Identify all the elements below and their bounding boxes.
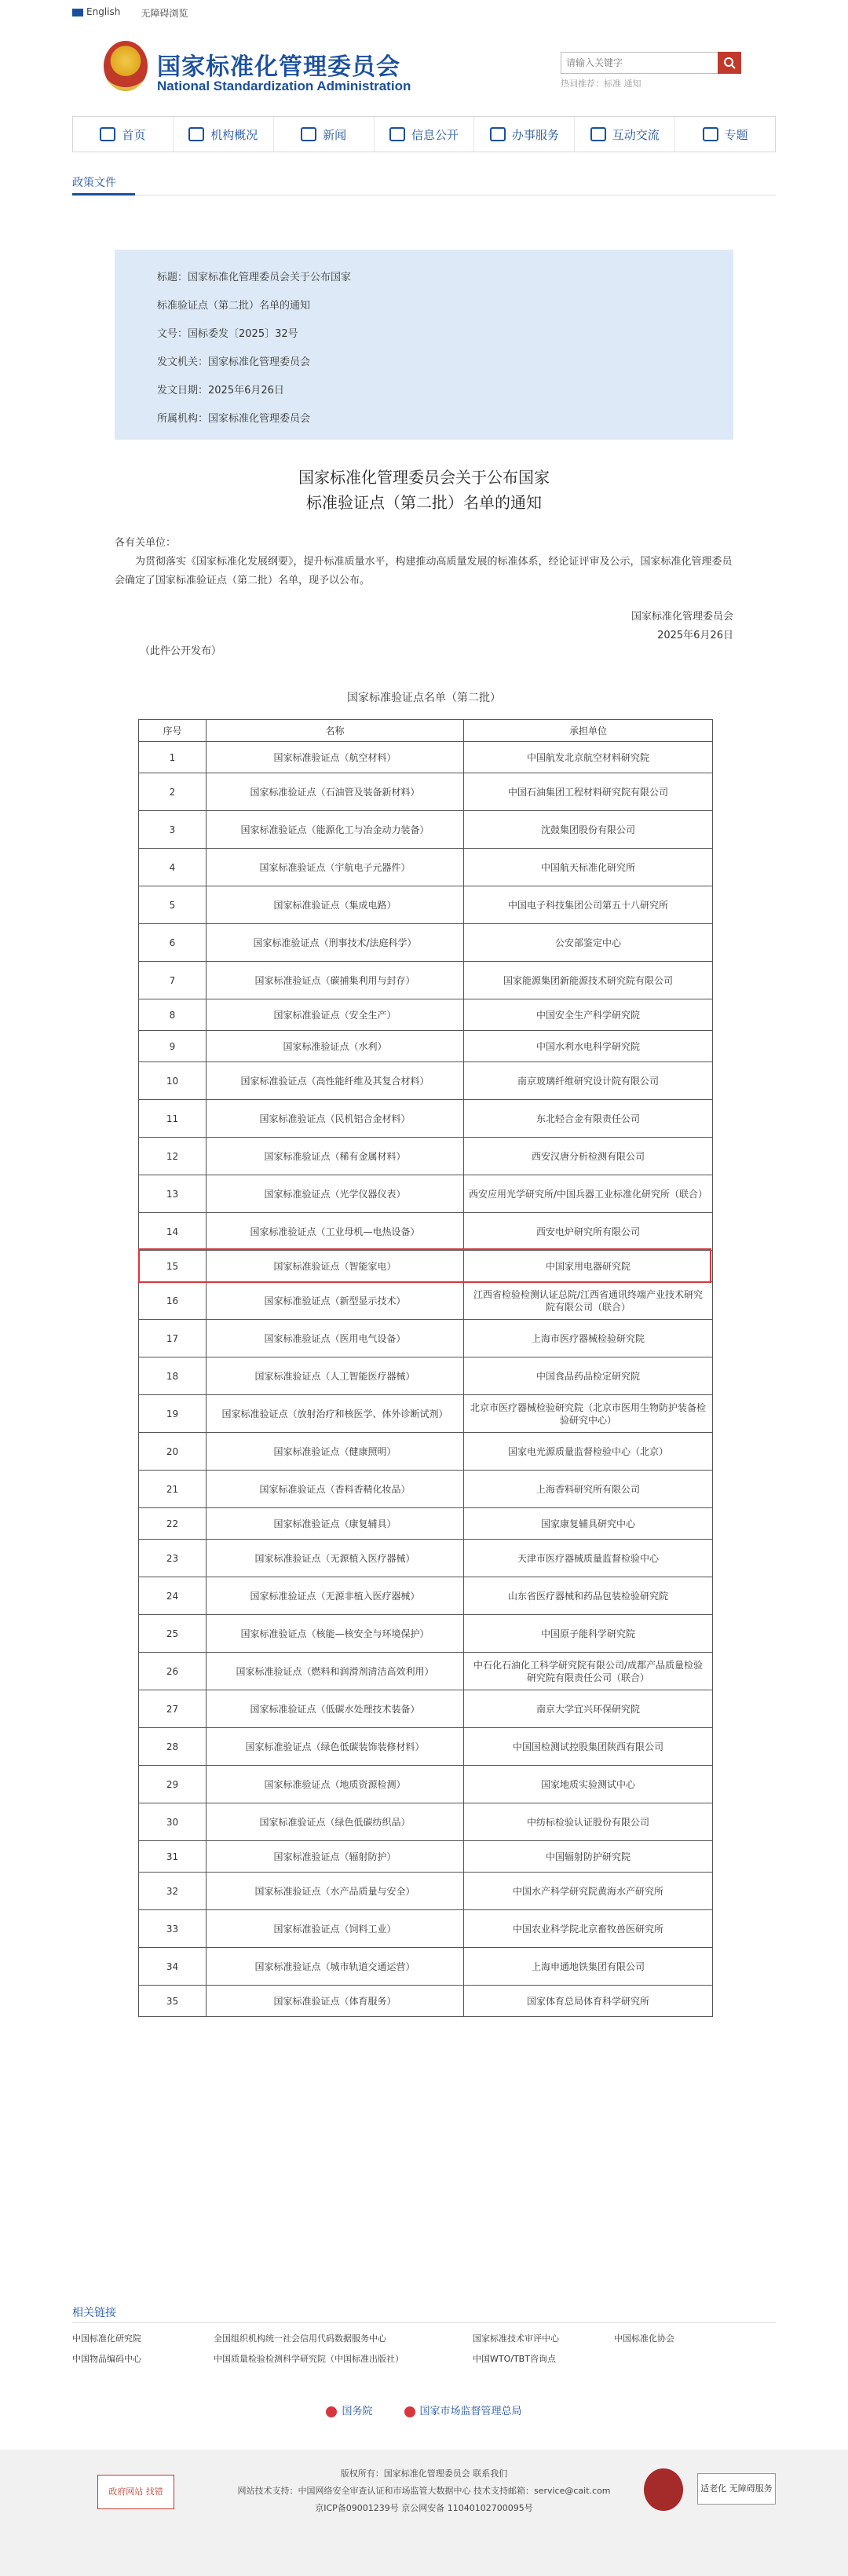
search-icon [723, 57, 736, 69]
table-row [139, 1282, 713, 1320]
table-row [139, 1508, 713, 1540]
emblem-icon [326, 2406, 337, 2417]
cell-org: 中石化石油化工科学研究院有限公司/成都产品质量检验研究院有限责任公司（联合） [464, 1653, 713, 1690]
cell-no: 19 [139, 1395, 207, 1433]
cell-name: 国家标准验证点（绿色低碳装饰装修材料） [207, 1728, 464, 1766]
cell-no: 24 [139, 1577, 207, 1615]
nav-news[interactable]: 新闻 [274, 117, 375, 152]
cell-no: 1 [139, 742, 207, 773]
table-row [139, 773, 713, 811]
greeting: 各有关单位： [115, 537, 177, 549]
table-row [139, 811, 713, 849]
document-meta: 标题： 国家标准化管理委员会关于公布国家 标准验证点（第二批）名单的通知 文号： 国标委发〔2025〕32号 发文机关： 国家标准化管理委员会 发文日期： 2025年6月26日 所属机构： 国家标准化管理委员会 [115, 250, 733, 440]
cell-org: 国家电光源质量监督检验中心（北京） [464, 1433, 713, 1471]
divider [72, 2322, 776, 2323]
signature: 国家标准化管理委员会 2025年6月26日 [631, 611, 733, 641]
table-row [139, 1540, 713, 1577]
cell-org: 中国辐射防护研究院 [464, 1841, 713, 1873]
cell-no: 14 [139, 1213, 207, 1251]
table-row [139, 1031, 713, 1062]
cell-org: 西安应用光学研究所/中国兵器工业标准化研究所（联合） [464, 1175, 713, 1213]
table-row [139, 1471, 713, 1508]
link[interactable]: 中国质量检验检测科学研究院（中国标准出版社） [214, 2354, 404, 2364]
cell-no: 11 [139, 1100, 207, 1138]
col-name: 名称 [207, 720, 464, 742]
cell-org: 中国航天标准化研究所 [464, 849, 713, 886]
related-links [72, 2332, 776, 2365]
grid-icon [703, 127, 718, 141]
link[interactable] [614, 2352, 771, 2365]
cell-org: 中国国检测试控股集团陕西有限公司 [464, 1728, 713, 1766]
article-body [115, 534, 735, 590]
nav-interaction[interactable]: 互动交流 [575, 117, 675, 152]
table-row [139, 1766, 713, 1803]
gov-link-state-council[interactable]: 国务院 [326, 2402, 372, 2417]
cell-no: 8 [139, 999, 207, 1031]
cell-org: 中国原子能科学研究院 [464, 1615, 713, 1653]
topbar [0, 0, 848, 24]
cell-name: 国家标准验证点（集成电路） [207, 886, 464, 924]
home-icon [100, 127, 115, 141]
party-gov-badge-icon[interactable] [644, 2468, 683, 2511]
cell-no: 18 [139, 1357, 207, 1395]
national-emblem-icon [104, 41, 148, 91]
chat-icon [590, 127, 606, 141]
cell-org: 山东省医疗器械和药品包装检验研究院 [464, 1577, 713, 1615]
cell-no: 4 [139, 849, 207, 886]
article-title: 国家标准化管理委员会关于公布国家 标准验证点（第二批）名单的通知 [298, 468, 550, 512]
search-input[interactable] [561, 53, 718, 73]
site-title-en[interactable]: National Standardization Administration [157, 79, 411, 93]
cell-name: 国家标准验证点（工业母机—电热设备） [207, 1213, 464, 1251]
table-row [139, 962, 713, 999]
cell-name: 国家标准验证点（人工智能医疗器械） [207, 1357, 464, 1395]
cell-org: 南京玻璃纤维研究设计院有限公司 [464, 1062, 713, 1100]
building-icon [188, 127, 204, 141]
cell-name: 国家标准验证点（燃料和润滑剂清洁高效利用） [207, 1653, 464, 1690]
footer-info: 版权所有：国家标准化管理委员会 联系我们 网站技术支持：中国网络安全审查认证和市场监管大数据中心 技术支持邮箱：service@cait.com 京ICP备09001239号 京公网安备 11040102700095号 [237, 2468, 611, 2513]
gov-links [0, 2402, 848, 2417]
accessibility-badge[interactable]: 适老化 无障碍服务 [697, 2473, 776, 2505]
table-row [139, 1653, 713, 1690]
table-row [139, 886, 713, 924]
table-row [139, 1138, 713, 1175]
cell-name: 国家标准验证点（安全生产） [207, 999, 464, 1031]
breadcrumb[interactable]: 政策文件 [72, 177, 116, 189]
cell-name: 国家标准验证点（康复辅具） [207, 1508, 464, 1540]
col-org: 承担单位 [464, 720, 713, 742]
table-row [139, 849, 713, 886]
cell-no: 29 [139, 1766, 207, 1803]
highlight-box [138, 1248, 711, 1283]
table-row [139, 1910, 713, 1948]
cell-no: 17 [139, 1320, 207, 1357]
english-link[interactable]: English [72, 6, 120, 20]
table-header-row [139, 720, 713, 742]
cell-name: 国家标准验证点（航空材料） [207, 742, 464, 773]
col-no: 序号 [139, 720, 207, 742]
nav-topics[interactable]: 专题 [675, 117, 775, 152]
hot-words: 热词推荐：标准 通知 [561, 79, 641, 89]
cell-name: 国家标准验证点（地质资源检测） [207, 1766, 464, 1803]
cell-org: 国家康复辅具研究中心 [464, 1508, 713, 1540]
cell-org: 中国水产科学研究院黄海水产研究所 [464, 1873, 713, 1910]
table-row [139, 999, 713, 1031]
cell-name: 国家标准验证点（辐射防护） [207, 1841, 464, 1873]
document-icon [389, 127, 405, 141]
meta-issuer: 国家标准化管理委员会 [208, 356, 311, 368]
main-nav [72, 116, 776, 152]
cell-name: 国家标准验证点（医用电气设备） [207, 1320, 464, 1357]
cell-no: 6 [139, 924, 207, 962]
meta-date: 2025年6月26日 [208, 385, 284, 396]
cell-org: 中国农业科学院北京畜牧兽医研究所 [464, 1910, 713, 1948]
cell-name: 国家标准验证点（石油管及装备新材料） [207, 773, 464, 811]
gov-link-samr[interactable]: 国家市场监督管理总局 [404, 2402, 522, 2417]
cell-no: 3 [139, 811, 207, 849]
cell-org: 中国安全生产科学研究院 [464, 999, 713, 1031]
table-row [139, 1803, 713, 1841]
link[interactable]: 全国组织机构统一社会信用代码数据服务中心 [214, 2333, 386, 2344]
footer [0, 2450, 848, 2576]
link[interactable]: 中国物品编码中心 [72, 2354, 141, 2364]
cell-no: 15 [139, 1251, 207, 1282]
cell-org: 中国食品药品检定研究院 [464, 1357, 713, 1395]
cell-no: 23 [139, 1540, 207, 1577]
table-row [139, 1986, 713, 2017]
cell-org: 沈鼓集团股份有限公司 [464, 811, 713, 849]
cell-name: 国家标准验证点（能源化工与冶金动力装备） [207, 811, 464, 849]
nav-home[interactable]: 首页 [73, 117, 174, 152]
cell-no: 13 [139, 1175, 207, 1213]
search-box [561, 52, 741, 74]
cell-name: 国家标准验证点（核能—核安全与环境保护） [207, 1615, 464, 1653]
cell-org: 中国家用电器研究院 [464, 1251, 713, 1282]
cell-no: 5 [139, 886, 207, 924]
cell-org: 国家能源集团新能源技术研究院有限公司 [464, 962, 713, 999]
cell-no: 12 [139, 1138, 207, 1175]
table-row [139, 1615, 713, 1653]
table-row [139, 1062, 713, 1100]
cell-name: 国家标准验证点（碳捕集利用与封存） [207, 962, 464, 999]
table-row [139, 1841, 713, 1873]
cell-name: 国家标准验证点（健康照明） [207, 1433, 464, 1471]
cell-org: 国家体育总局体育科学研究所 [464, 1986, 713, 2017]
cell-org: 中国水利水电科学研究院 [464, 1031, 713, 1062]
link[interactable]: 国家标准技术审评中心 [473, 2333, 559, 2344]
cell-name: 国家标准验证点（高性能纤维及其复合材料） [207, 1062, 464, 1100]
cell-no: 7 [139, 962, 207, 999]
meta-title: 国家标准化管理委员会关于公布国家 [188, 272, 352, 283]
accessibility-link[interactable]: 无障碍浏览 [141, 8, 188, 19]
cell-name: 国家标准验证点（稀有金属材料） [207, 1138, 464, 1175]
cell-name: 国家标准验证点（水产品质量与安全） [207, 1873, 464, 1910]
meta-org: 国家标准化管理委员会 [208, 413, 311, 425]
cell-org: 上海香料研究所有限公司 [464, 1471, 713, 1508]
gov-site-error-badge[interactable]: 政府网站 找错 [97, 2475, 174, 2509]
table-row [139, 1873, 713, 1910]
cell-name: 国家标准验证点（城市轨道交通运营） [207, 1948, 464, 1986]
cell-name: 国家标准验证点（无源非植入医疗器械） [207, 1577, 464, 1615]
cell-org: 天津市医疗器械质量监督检验中心 [464, 1540, 713, 1577]
cell-no: 33 [139, 1910, 207, 1948]
related-links-title: 相关链接 [72, 2307, 116, 2319]
cell-name: 国家标准验证点（刑事技术/法庭科学） [207, 924, 464, 962]
cell-name: 国家标准验证点（无源植入医疗器械） [207, 1540, 464, 1577]
link[interactable]: 中国标准化研究院 [72, 2333, 141, 2344]
cell-no: 2 [139, 773, 207, 811]
meta-docno: 国标委发〔2025〕32号 [188, 328, 298, 340]
meta-title-line2: 标准验证点（第二批）名单的通知 [157, 300, 311, 312]
cell-org: 西安电炉研究所有限公司 [464, 1213, 713, 1251]
nav-services[interactable]: 办事服务 [474, 117, 575, 152]
cell-name: 国家标准验证点（放射治疗和核医学、体外诊断试剂） [207, 1395, 464, 1433]
table-row [139, 1690, 713, 1728]
table-row [139, 1728, 713, 1766]
news-icon [301, 127, 316, 141]
cell-name: 国家标准验证点（香料香精化妆品） [207, 1471, 464, 1508]
table-row [139, 1357, 713, 1395]
cell-org: 西安汉唐分析检测有限公司 [464, 1138, 713, 1175]
table-row [139, 924, 713, 962]
cell-name: 国家标准验证点（体育服务） [207, 1986, 464, 2017]
cell-org: 上海申通地铁集团有限公司 [464, 1948, 713, 1986]
cell-org: 江西省检验检测认证总院/江西省通讯终端产业技术研究院有限公司（联合） [464, 1282, 713, 1320]
nav-info[interactable]: 信息公开 [375, 117, 475, 152]
breadcrumb-underline [72, 193, 135, 195]
table-row [139, 1395, 713, 1433]
cell-org: 国家地质实验测试中心 [464, 1766, 713, 1803]
cell-name: 国家标准验证点（绿色低碳纺织品） [207, 1803, 464, 1841]
cell-name: 国家标准验证点（新型显示技术） [207, 1282, 464, 1320]
service-icon [490, 127, 506, 141]
cell-no: 22 [139, 1508, 207, 1540]
emblem-icon [404, 2406, 415, 2417]
cell-no: 21 [139, 1471, 207, 1508]
publish-note: （此件公开发布） [140, 645, 222, 657]
cell-no: 35 [139, 1986, 207, 2017]
nav-about[interactable]: 机构概况 [174, 117, 274, 152]
cell-org: 中纺标检验认证股份有限公司 [464, 1803, 713, 1841]
cell-org: 上海市医疗器械检验研究院 [464, 1320, 713, 1357]
cell-name: 国家标准验证点（低碳水处理技术装备） [207, 1690, 464, 1728]
cell-no: 25 [139, 1615, 207, 1653]
table-row [139, 742, 713, 773]
table-row [139, 1213, 713, 1251]
cell-name: 国家标准验证点（民机铝合金材料） [207, 1100, 464, 1138]
cell-org: 东北轻合金有限责任公司 [464, 1100, 713, 1138]
cell-no: 28 [139, 1728, 207, 1766]
cell-org: 中国航发北京航空材料研究院 [464, 742, 713, 773]
flag-icon [72, 9, 83, 16]
cell-no: 9 [139, 1031, 207, 1062]
table-row [139, 1433, 713, 1471]
cell-no: 31 [139, 1841, 207, 1873]
table-row [139, 1100, 713, 1138]
site-title-cn[interactable]: 国家标准化管理委员会 [157, 53, 400, 81]
cell-name: 国家标准验证点（智能家电） [207, 1251, 464, 1282]
cell-org: 北京市医疗器械检验研究院（北京市医用生物防护装备检验研究中心） [464, 1395, 713, 1433]
cell-org: 中国电子科技集团公司第五十八研究所 [464, 886, 713, 924]
cell-org: 公安部鉴定中心 [464, 924, 713, 962]
table-row [139, 1320, 713, 1357]
cell-no: 26 [139, 1653, 207, 1690]
list-title: 国家标准验证点名单（第二批） [347, 692, 501, 704]
cell-no: 16 [139, 1282, 207, 1320]
cell-name: 国家标准验证点（水利） [207, 1031, 464, 1062]
table-row [139, 1577, 713, 1615]
link[interactable]: 中国标准化协会 [614, 2333, 674, 2344]
verification-points-table [138, 719, 713, 2017]
cell-no: 27 [139, 1690, 207, 1728]
cell-no: 32 [139, 1873, 207, 1910]
cell-org: 中国石油集团工程材料研究院有限公司 [464, 773, 713, 811]
cell-org: 南京大学宜兴环保研究院 [464, 1690, 713, 1728]
site-header [0, 24, 848, 110]
table-row [139, 1175, 713, 1213]
body-paragraph: 为贯彻落实《国家标准化发展纲要》，提升标准质量水平，构建推动高质量发展的标准体系，经论证评审及公示，国家标准化管理委员会确定了国家标准验证点（第二批）名单，现予以公布。 [115, 556, 733, 586]
table-row [139, 1948, 713, 1986]
cell-no: 34 [139, 1948, 207, 1986]
cell-name: 国家标准验证点（光学仪器仪表） [207, 1175, 464, 1213]
link[interactable]: 中国WTO/TBT咨询点 [473, 2354, 556, 2364]
search-button[interactable] [718, 52, 741, 74]
cell-no: 30 [139, 1803, 207, 1841]
cell-name: 国家标准验证点（宇航电子元器件） [207, 849, 464, 886]
cell-no: 20 [139, 1433, 207, 1471]
cell-no: 10 [139, 1062, 207, 1100]
cell-name: 国家标准验证点（饲料工业） [207, 1910, 464, 1948]
